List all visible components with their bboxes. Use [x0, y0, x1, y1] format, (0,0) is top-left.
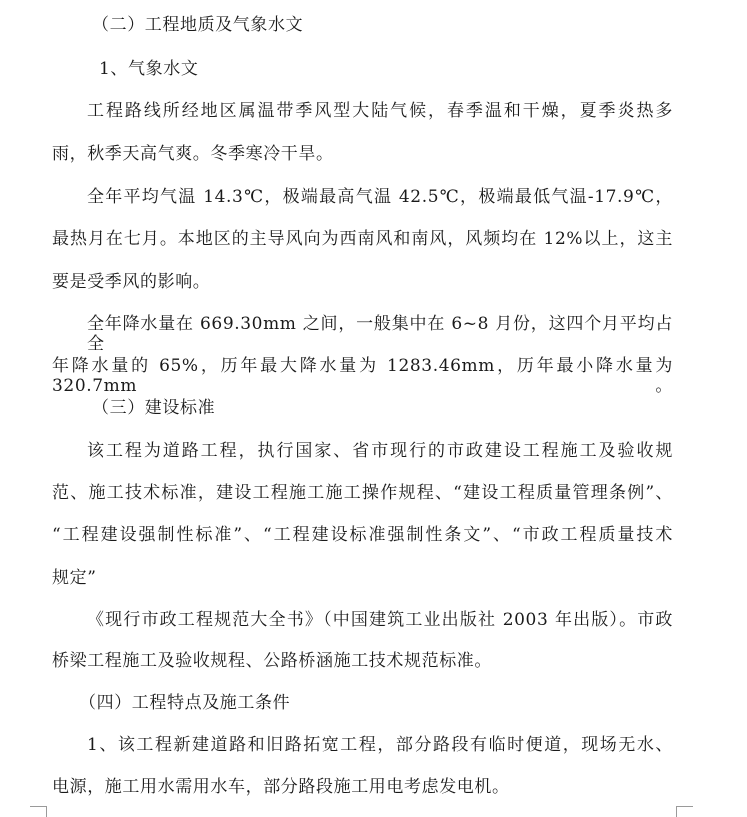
standards-paragraph-line-2: 范、施工技术标准，建设工程施工施工操作规程、“建设工程质量管理条例”、 [52, 483, 673, 503]
section-heading-construction-standards: （三）建设标准 [92, 398, 216, 418]
temperature-paragraph-line-2: 最热月在七月。本地区的主导风向为西南风和南风，风频均在 12%以上，这主 [52, 229, 673, 249]
conditions-paragraph-line-1: 1、该工程新建道路和旧路拓宽工程，部分路段有临时便道，现场无水、 [87, 735, 673, 755]
temperature-paragraph-line-3: 要是受季风的影响。 [52, 272, 211, 292]
page-corner-marker-left [30, 806, 47, 817]
temperature-paragraph-line-1: 全年平均气温 14.3℃，极端最高气温 42.5℃，极端最低气温-17.9℃， [87, 187, 673, 207]
rainfall-paragraph-line-2: 年降水量的 65%，历年最大降水量为 1283.46mm，历年最小降水量为 320.7mm。 [52, 356, 673, 396]
rainfall-paragraph-line-1: 全年降水量在 669.30mm 之间，一般集中在 6~8 月份，这四个月平均占全 [87, 314, 673, 354]
climate-paragraph-line-1: 工程路线所经地区属温带季风型大陆气候，春季温和干燥，夏季炎热多 [87, 101, 673, 121]
conditions-paragraph-line-2: 电源，施工用水需用水车，部分路段施工用电考虑发电机。 [52, 777, 510, 797]
subsection-heading-meteorology: 1、气象水文 [99, 59, 199, 79]
reference-paragraph-line-2: 桥梁工程施工及验收规程、公路桥涵施工技术规范标准。 [52, 651, 492, 671]
standards-paragraph-line-1: 该工程为道路工程，执行国家、省市现行的市政建设工程施工及验收规 [87, 441, 673, 461]
standards-paragraph-line-4: 规定” [52, 568, 97, 588]
page-corner-marker-right [676, 806, 693, 817]
section-heading-geology-hydrology: （二）工程地质及气象水文 [92, 15, 304, 35]
section-heading-project-characteristics: （四）工程特点及施工条件 [79, 693, 291, 713]
reference-paragraph-line-1: 《现行市政工程规范大全书》（中国建筑工业出版社 2003 年出版）。市政 [87, 610, 673, 630]
climate-paragraph-line-2: 雨，秋季天高气爽。冬季寒冷干旱。 [52, 144, 334, 164]
standards-paragraph-line-3: “工程建设强制性标准”、“工程建设标准强制性条文”、“市政工程质量技术 [52, 525, 673, 545]
